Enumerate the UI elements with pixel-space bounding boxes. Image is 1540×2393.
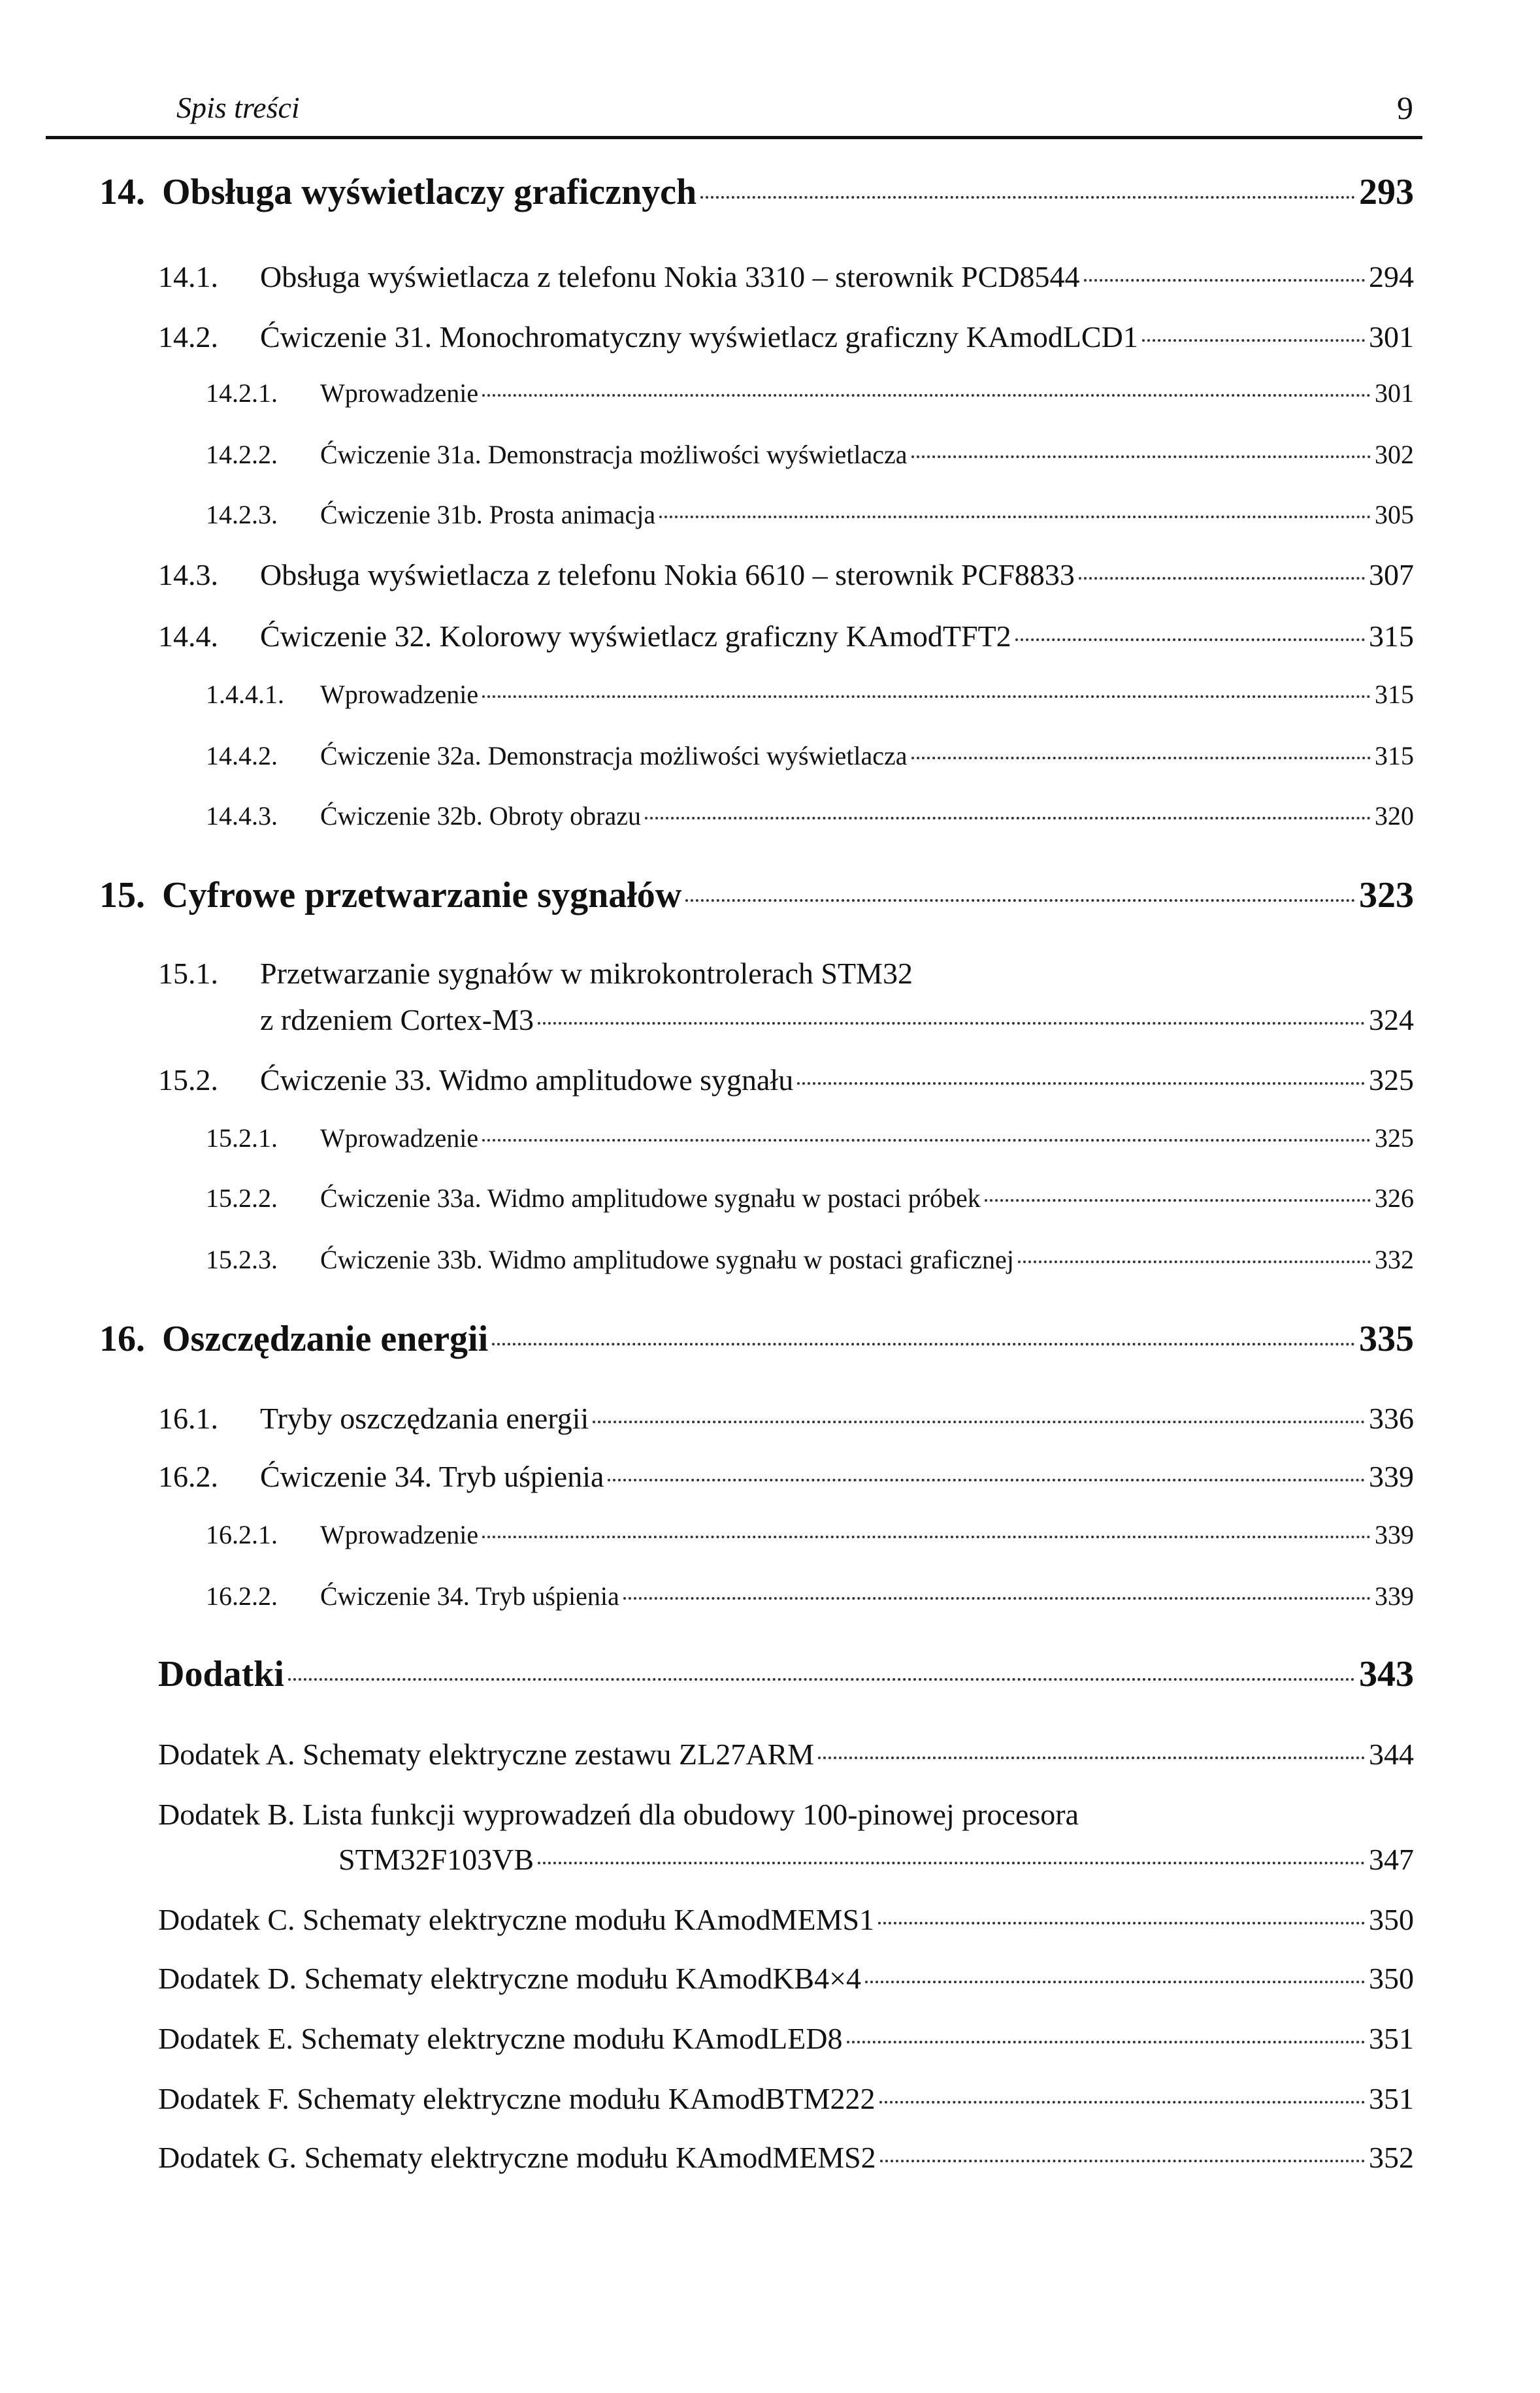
entry-number: 14.2.1. [206,378,278,408]
entry-number: 16.2. [158,1460,218,1493]
entry-title: Wprowadzenie [320,378,479,408]
toc-entry[interactable] [158,1737,1414,1772]
entry-title: Ćwiczenie 32a. Demonstracja możliwości wyświetlacza [320,741,908,770]
entry-page: 294 [1369,260,1414,293]
leader-dots [608,1479,1365,1481]
toc-entry[interactable] [158,619,1414,653]
toc-entry[interactable] [206,679,1414,710]
leader-dots [880,2160,1365,2162]
leader-dots [878,1922,1365,1924]
entry-page: 293 [1359,172,1414,212]
entry-number: 14.1. [158,260,218,293]
entry-page: 315 [1375,741,1414,770]
entry-title: Obsługa wyświetlaczy graficznych [162,172,697,212]
entry-page: 302 [1375,440,1414,469]
toc-entry[interactable] [158,557,1414,592]
toc-entry[interactable] [158,1401,1414,1436]
header-rule [46,136,1422,139]
toc-entry[interactable] [99,1318,1414,1360]
entry-title: Ćwiczenie 34. Tryb uśpienia [320,1581,619,1611]
leader-dots [911,455,1371,458]
entry-number: 14.4. [158,619,218,653]
entry-page: 315 [1375,680,1414,709]
entry-title: Dodatek F. Schematy elektryczne modułu KAmodBTM222 [158,2082,876,2115]
entry-page: 351 [1369,2022,1414,2055]
entry-title: z rdzeniem Cortex-M3 [260,1003,534,1036]
entry-title: Cyfrowe przetwarzanie sygnałów [162,875,682,916]
leader-dots [700,196,1355,199]
toc-entry[interactable] [158,1961,1414,1996]
toc-entry[interactable] [158,1063,1414,1097]
entry-page: 301 [1375,378,1414,408]
leader-dots [288,1678,1355,1681]
entry-page: 325 [1375,1123,1414,1153]
toc-entry[interactable] [260,1002,1414,1037]
entry-title: Dodatek A. Schematy elektryczne zestawu ZL27ARM [158,1738,815,1771]
toc-entry[interactable] [158,259,1414,294]
entry-title: Ćwiczenie 33b. Widmo amplitudowe sygnału w postaci graficznej [320,1245,1014,1274]
toc-entry[interactable] [99,874,1414,916]
entry-number: 14.2.3. [206,500,278,529]
leader-dots [847,2041,1366,2043]
leader-dots [492,1343,1355,1345]
toc-entry[interactable] [206,1581,1414,1611]
toc-entry[interactable] [206,1244,1414,1275]
entry-page: 305 [1375,500,1414,529]
entry-page: 335 [1359,1319,1414,1359]
entry-number: 15.2. [158,1063,218,1097]
leader-dots [482,1139,1371,1142]
leader-dots [593,1421,1365,1423]
toc-entry[interactable] [206,1519,1414,1550]
running-header-title: Spis treści [176,91,300,124]
leader-dots [482,1536,1371,1538]
entry-title: Dodatki [158,1654,284,1694]
entry-page: 323 [1359,875,1414,916]
entry-page: 343 [1359,1654,1414,1694]
leader-dots [1018,1261,1371,1263]
leader-dots [685,899,1355,902]
entry-title: Dodatek D. Schematy elektryczne modułu KAmodKB4×4 [158,1962,862,1995]
entry-number: 14.2.2. [206,440,278,469]
entry-number: 1.4.4.1. [206,680,284,709]
leader-dots [659,516,1371,518]
toc-entry[interactable] [99,171,1414,213]
toc-entry[interactable] [158,2140,1414,2175]
entry-number: 14.2. [158,320,218,354]
entry-title: Ćwiczenie 31a. Demonstracja możliwości wyświetlacza [320,440,908,469]
entry-page: 339 [1375,1581,1414,1611]
leader-dots [879,2101,1365,2104]
leader-dots [482,394,1371,397]
leader-dots [645,817,1371,819]
leader-dots [482,695,1371,698]
entry-title: Ćwiczenie 34. Tryb uśpienia [260,1460,604,1493]
entry-number: 15.2.1. [206,1123,278,1153]
entry-page: 350 [1369,1962,1414,1995]
toc-entry-line1[interactable] [158,956,913,991]
entry-page: 325 [1369,1063,1414,1097]
toc-entry[interactable] [206,378,1414,408]
entry-page: 324 [1369,1003,1414,1036]
entry-title: Ćwiczenie 32. Kolorowy wyświetlacz graficzny KAmodTFT2 [260,619,1011,653]
entry-title: Ćwiczenie 32b. Obroty obrazu [320,801,641,831]
entry-number: 15. [99,875,145,916]
entry-page: 326 [1375,1183,1414,1213]
toc-entry[interactable] [158,320,1414,354]
entry-page: 315 [1369,619,1414,653]
entry-number: 15.2.3. [206,1245,278,1274]
leader-dots [1084,279,1365,282]
leader-dots [865,1981,1365,1983]
entry-number: 14.4.2. [206,741,278,770]
entry-title: Dodatek G. Schematy elektryczne modułu KAmodMEMS2 [158,2141,876,2174]
entry-page: 339 [1369,1460,1414,1493]
toc-entry[interactable] [206,800,1414,831]
leader-dots [1142,339,1365,342]
entry-page: 332 [1375,1245,1414,1274]
leader-dots [538,1862,1365,1864]
entry-page: 301 [1369,320,1414,354]
entry-page: 339 [1375,1520,1414,1549]
entry-title: Ćwiczenie 31b. Prosta animacja [320,500,656,529]
entry-page: 350 [1369,1903,1414,1936]
entry-title: Dodatek C. Schematy elektryczne modułu KAmodMEMS1 [158,1903,875,1936]
entry-page: 347 [1369,1843,1414,1876]
entry-title: STM32F103VB [338,1843,534,1876]
leader-dots [538,1022,1365,1025]
leader-dots [818,1757,1365,1759]
toc-entry-line1[interactable] [158,1797,1079,1832]
page-number: 9 [1397,90,1413,126]
entry-number: 16.2.2. [206,1581,278,1611]
entry-title: Oszczędzanie energii [162,1319,489,1359]
leader-dots [797,1082,1365,1085]
entry-page: 336 [1369,1402,1414,1435]
entry-number: 15.2.2. [206,1183,278,1213]
toc-entry[interactable] [158,2081,1414,2116]
entry-title: Dodatek E. Schematy elektryczne modułu KAmodLED8 [158,2022,843,2055]
entry-title: Wprowadzenie [320,680,479,709]
entry-title: Tryby oszczędzania energii [260,1402,589,1435]
entry-title: Wprowadzenie [320,1520,479,1549]
entry-number: 14.3. [158,558,218,591]
leader-dots [623,1597,1371,1600]
toc-entry[interactable] [206,1183,1414,1213]
leader-dots [985,1199,1371,1202]
entry-page: 351 [1369,2082,1414,2115]
toc-entry[interactable] [158,2021,1414,2056]
entry-title: Obsługa wyświetlacza z telefonu Nokia 6610 – sterownik PCF8833 [260,558,1075,591]
entry-page: 320 [1375,801,1414,831]
toc-entry[interactable] [206,1123,1414,1153]
leader-dots [1079,577,1365,580]
entry-title: Obsługa wyświetlacza z telefonu Nokia 3310 – sterownik PCD8544 [260,260,1080,293]
toc-entry[interactable] [338,1842,1414,1877]
leader-dots [1015,638,1365,641]
entry-page: 307 [1369,558,1414,591]
toc-entry[interactable] [158,1459,1414,1494]
entry-title: Dodatek B. Lista funkcji wyprowadzeń dla obudowy 100-pinowej procesora [158,1798,1079,1831]
entry-page: 352 [1369,2141,1414,2174]
toc-entry[interactable] [158,1653,1414,1695]
entry-number: 16.2.1. [206,1520,278,1549]
entry-number: 14. [99,172,145,212]
toc-entry[interactable] [206,439,1414,470]
entry-number: 15.1. [158,957,218,990]
toc-entry[interactable] [206,499,1414,530]
entry-number: 16. [99,1319,145,1359]
entry-title: Ćwiczenie 31. Monochromatyczny wyświetlacz graficzny KAmodLCD1 [260,320,1138,354]
entry-title: Ćwiczenie 33. Widmo amplitudowe sygnału [260,1063,794,1097]
toc-entry[interactable] [158,1902,1414,1937]
entry-title: Wprowadzenie [320,1123,479,1153]
entry-number: 14.4.3. [206,801,278,831]
entry-title: Przetwarzanie sygnałów w mikrokontrolerach STM32 [260,957,913,990]
entry-number: 16.1. [158,1402,218,1435]
leader-dots [911,757,1371,759]
entry-title: Ćwiczenie 33a. Widmo amplitudowe sygnału w postaci próbek [320,1183,981,1213]
entry-page: 344 [1369,1738,1414,1771]
toc-entry[interactable] [206,740,1414,771]
